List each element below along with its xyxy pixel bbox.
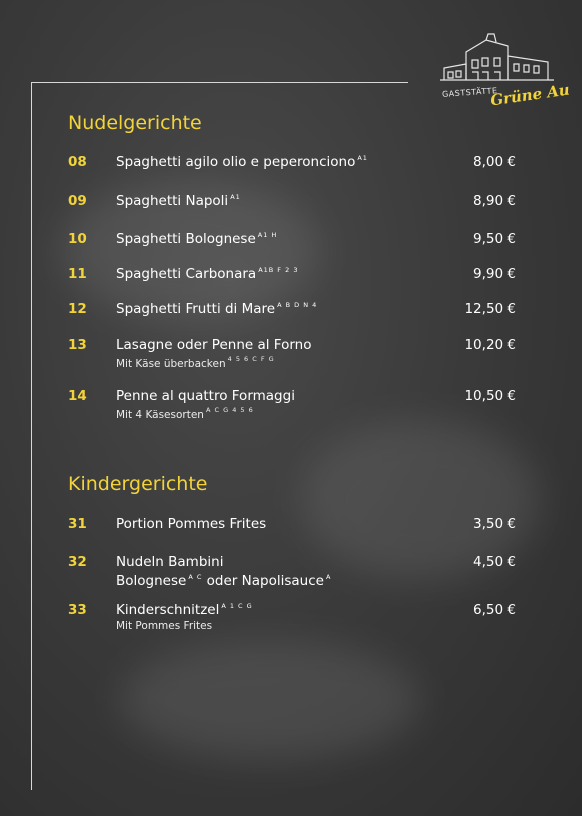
- item-price: 8,00 €: [473, 154, 516, 170]
- item-description: Mit Käse überbacken $^{4 5 6 C F G}$: [116, 355, 275, 370]
- item-description: Bolognese $^{A C}$ oder Napolisauce $^A$: [116, 573, 332, 589]
- item-price: 3,50 €: [473, 516, 516, 532]
- item-description: Mit Pommes Frites: [116, 620, 213, 632]
- item-price: 8,90 €: [473, 193, 516, 209]
- frame-top-line: [31, 82, 408, 83]
- item-name: Penne al quattro Formaggi: [116, 388, 295, 404]
- item-number: 09: [68, 193, 87, 209]
- item-price: 12,50 €: [464, 301, 516, 317]
- allergen-codes: A B D N 4: [277, 301, 318, 309]
- allergen-codes: A1B F 2 3: [258, 266, 299, 274]
- item-price: 4,50 €: [473, 554, 516, 570]
- item-name: Portion Pommes Frites: [116, 516, 267, 532]
- item-price: 6,50 €: [473, 602, 516, 618]
- item-number: 08: [68, 154, 87, 170]
- frame-left-line: [31, 82, 32, 790]
- item-price: 10,50 €: [464, 388, 516, 404]
- item-price: 9,90 €: [473, 266, 516, 282]
- item-number: 32: [68, 554, 87, 570]
- item-price: 9,50 €: [473, 231, 516, 247]
- logo-small-text: GASTSTÄTTE: [441, 86, 498, 99]
- allergen-codes: A C G 4 5 6: [205, 406, 254, 414]
- item-number: 10: [68, 231, 87, 247]
- item-name: Spaghetti Bolognese $^{A1 H}$: [116, 231, 278, 247]
- item-name: Spaghetti Carbonara $^{A1B F 2 3}$: [116, 266, 299, 282]
- section-title-kindergerichte: Kindergerichte: [68, 473, 208, 495]
- item-name: Nudeln Bambini: [116, 554, 224, 570]
- item-number: 33: [68, 602, 87, 618]
- item-number: 14: [68, 388, 87, 404]
- building-icon: [436, 30, 560, 90]
- item-name: Spaghetti Napoli $^{A1}$: [116, 193, 241, 209]
- item-name: Spaghetti Frutti di Mare $^{A B D N 4}$: [116, 301, 318, 317]
- section-title-nudelgerichte: Nudelgerichte: [68, 112, 202, 134]
- item-name: Kinderschnitzel $^{A 1 C G}$: [116, 602, 253, 618]
- allergen-codes: A 1 C G: [221, 602, 253, 610]
- allergen-codes: A C: [188, 573, 203, 581]
- item-name: Lasagne oder Penne al Forno: [116, 337, 312, 353]
- item-number: 13: [68, 337, 87, 353]
- item-number: 31: [68, 516, 87, 532]
- allergen-codes: A1: [357, 154, 368, 162]
- item-price: 10,20 €: [464, 337, 516, 353]
- item-description: Mit 4 Käsesorten $^{A C G 4 5 6}$: [116, 406, 254, 421]
- allergen-codes: 4 5 6 C F G: [227, 355, 275, 363]
- item-number: 11: [68, 266, 87, 282]
- item-number: 12: [68, 301, 87, 317]
- allergen-codes: A1 H: [257, 231, 278, 239]
- allergen-codes: A: [325, 573, 332, 581]
- item-name: Spaghetti agilo olio e peperonciono $^{A1}$: [116, 154, 368, 170]
- allergen-codes: A1: [230, 193, 241, 201]
- logo-brand-text: Grüne Au: [489, 80, 571, 110]
